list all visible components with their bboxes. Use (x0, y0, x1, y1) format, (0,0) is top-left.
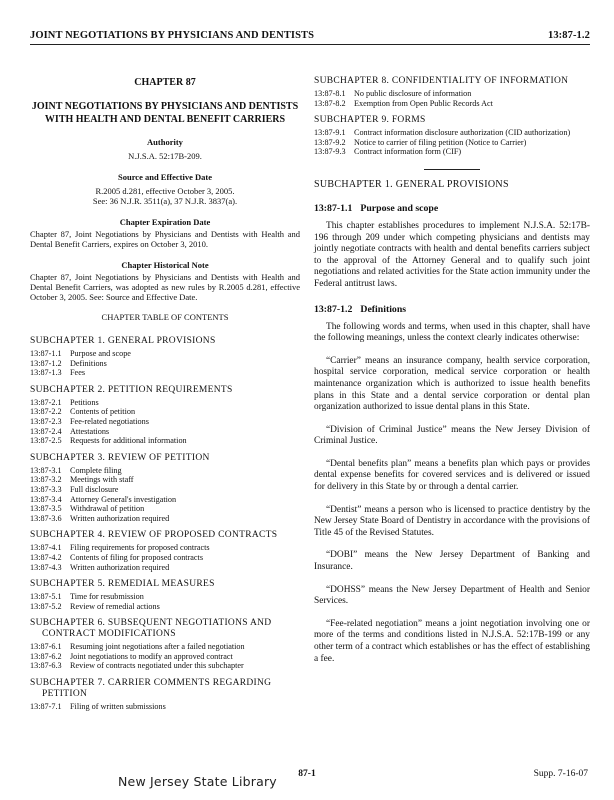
toc-subchapter-5 (30, 579, 300, 611)
toc-entry-number: 13:87-6.2 (30, 651, 62, 661)
toc-entry-label: Full disclosure (70, 484, 119, 494)
section-number: 13:87-1.1 (314, 202, 353, 214)
toc-entry (314, 128, 590, 138)
definition-carrier: “Carrier” means an insurance company, health service corporation, hospital service corporation, medical service corporation or health maintenance organization which is authorized to issue health benefits plans in this State and a dental service corporation or dental plan organization authorized to issue dental plans in this State. (314, 355, 590, 413)
toc-entry (30, 553, 300, 563)
toc-subchapter-heading-line: SUBCHAPTER 6. SUBSEQUENT NEGOTIATIONS AND (30, 618, 272, 629)
toc-entry (30, 495, 300, 505)
history-text: Chapter 87, Joint Negotiations by Physicians and Dentists with Health and Dental Benefit Carriers, was adopted as new rules by R.2005 d.281, effective October 3, 2005. See: Source and Effective Date. (30, 272, 300, 302)
toc-subchapter-heading-cont: PETITION (42, 689, 88, 700)
toc-entry-number: 13:87-7.1 (30, 702, 62, 712)
section-1-1-paragraph: This chapter establishes procedures to implement N.J.S.A. 52:17B-196 through 209 under which competing physicians and dentists may jointly negotiate contracts with health and dental benefits carriers subject to the approval of the Attorney General and to qualify such joint negotiations and related activities for the State action immunity under the Federal antitrust laws. (314, 220, 590, 289)
toc-entry (30, 436, 300, 446)
toc-entry-number: 13:87-3.1 (30, 465, 62, 475)
toc-subchapter-heading: SUBCHAPTER 8. CONFIDENTIALITY OF INFORMATION (314, 76, 569, 86)
toc-entry-label: Review of contracts negotiated under this subchapter (70, 661, 244, 671)
toc-entry-label: Requests for additional information (70, 436, 187, 446)
toc-entry-number: 13:87-4.3 (30, 562, 62, 572)
history-heading: Chapter Historical Note (121, 260, 209, 270)
toc-entry (30, 417, 300, 427)
toc-entry-label: Written authorization required (70, 562, 170, 572)
running-head-title: JOINT NEGOTIATIONS BY PHYSICIANS AND DENTISTS (30, 30, 315, 41)
toc-subchapter-heading: SUBCHAPTER 3. REVIEW OF PETITION (30, 452, 210, 463)
toc-entry (30, 661, 300, 671)
toc-subchapter-heading (30, 678, 300, 700)
toc-entry (30, 368, 300, 378)
toc-entry-number: 13:87-9.2 (314, 137, 346, 147)
toc-subchapter-9 (314, 115, 590, 157)
toc-subchapter-3 (30, 453, 300, 524)
toc-entry-number: 13:87-8.1 (314, 89, 346, 98)
toc-entry-label: Fee-related negotiations (70, 416, 149, 426)
definition-fee-related-negotiation: “Fee-related negotiation” means a joint negotiation involving one or more of the terms and conditions listed in N.J.S.A. 52:17B-199 or any other term of a contract which establishes or has the effect of establishing a fee. (314, 618, 590, 664)
toc-entry (30, 398, 300, 408)
section-number: 13:87-1.2 (314, 303, 353, 315)
definition-division-criminal-justice: “Division of Criminal Justice” means the New Jersey Division of Criminal Justice. (314, 424, 590, 447)
toc-subchapter-heading: SUBCHAPTER 2. PETITION REQUIREMENTS (30, 384, 233, 395)
chapter-number: CHAPTER 87 (134, 77, 196, 88)
toc-entry-number: 13:87-2.1 (30, 397, 62, 407)
section-title-text: Purpose and scope (360, 202, 439, 214)
toc-entry-number: 13:87-1.1 (30, 349, 62, 358)
toc-entry-number: 13:87-5.2 (30, 601, 62, 611)
toc-entry-number: 13:87-4.1 (30, 543, 62, 553)
chapter-title: JOINT NEGOTIATIONS BY PHYSICIANS AND DENTISTS WITH HEALTH AND DENTAL BENEFIT CARRIERS (31, 101, 299, 125)
toc-entry-number: 13:87-1.2 (30, 358, 62, 368)
toc-entry (30, 485, 300, 495)
toc-entry (314, 99, 590, 109)
toc-entry-label: Notice to carrier of filing petition (Notice to Carrier) (354, 137, 527, 147)
toc-entry (30, 602, 300, 612)
toc-entry-label: Attestations (70, 426, 110, 436)
definition-dental-benefits-plan: “Dental benefits plan” means a benefits plan which pays or provides dental expense benefits for covered services and is delivered or issued for delivery in this State by or through a dental carrier. (314, 458, 590, 493)
toc-subchapter-heading: SUBCHAPTER 5. REMEDIAL MEASURES (30, 579, 215, 590)
supplement-date: Supp. 7-16-07 (533, 769, 588, 779)
toc-subchapter-heading (30, 618, 300, 640)
toc-entry-number: 13:87-3.3 (30, 484, 62, 494)
toc-entry (30, 592, 300, 602)
definition-dobi: “DOBI” means the New Jersey Department of Banking and Insurance. (314, 550, 590, 573)
expiration-text: Chapter 87, Joint Negotiations by Physicians and Dentists with Health and Dental Benefit Carriers, expires on October 3, 2010. (30, 229, 300, 249)
toc-entry-label: Contents of filing for proposed contracts (70, 552, 204, 562)
toc-entry-number: 13:87-3.6 (30, 513, 62, 523)
toc-entry-number: 13:87-4.2 (30, 552, 62, 562)
toc-entry-label: Attorney General's investigation (70, 494, 177, 504)
section-1-2-title (314, 305, 590, 315)
toc-entry-number: 13:87-8.2 (314, 98, 346, 108)
toc-entry-label: Resuming joint negotiations after a failed negotiation (70, 642, 245, 652)
toc-entry-label: Contract information disclosure authorization (CID authorization) (354, 128, 571, 138)
toc-subchapter-7 (30, 678, 300, 712)
toc-entry-label: Filing requirements for proposed contracts (70, 543, 210, 553)
toc-entry (30, 407, 300, 417)
toc-subchapter-heading: SUBCHAPTER 1. GENERAL PROVISIONS (30, 336, 216, 346)
toc-entry-number: 13:87-2.2 (30, 407, 62, 417)
toc-entry (30, 427, 300, 437)
running-head-section: 13:87-1.2 (547, 30, 590, 41)
running-head (30, 30, 590, 45)
toc-subchapter-heading: SUBCHAPTER 4. REVIEW OF PROPOSED CONTRACTS (30, 530, 278, 541)
definitions-intro: The following words and terms, when used in this chapter, shall have the following meanings, unless the context clearly indicates otherwise: (314, 321, 590, 344)
toc-entry-number: 13:87-2.5 (30, 436, 62, 446)
toc-entry-number: 13:87-2.3 (30, 416, 62, 426)
toc-entry-number: 13:87-9.1 (314, 128, 346, 138)
toc-entry-number: 13:87-6.3 (30, 661, 62, 671)
expiration-heading: Chapter Expiration Date (119, 217, 211, 227)
source-heading: Source and Effective Date (117, 172, 213, 182)
toc-entry-number: 13:87-3.2 (30, 475, 62, 485)
toc-entry (30, 543, 300, 553)
library-stamp: New Jersey State Library (118, 774, 277, 789)
toc-entry-number: 13:87-6.1 (30, 642, 62, 652)
toc-entry (30, 563, 300, 573)
toc-entry (30, 642, 300, 652)
toc-entry-label: Contents of petition (70, 407, 136, 417)
toc-entry-number: 13:87-3.4 (30, 494, 62, 504)
toc-entry (314, 147, 590, 157)
toc-entry-label: Withdrawal of petition (70, 504, 145, 514)
toc-entry-label: Purpose and scope (70, 349, 131, 358)
toc-entry (30, 466, 300, 476)
toc-entry (314, 89, 590, 99)
toc-entry-number: 13:87-3.5 (30, 504, 62, 514)
toc-subchapter-6 (30, 618, 300, 671)
toc-entry-label: Contract information form (CIF) (354, 147, 462, 157)
toc-subchapter-2 (30, 385, 300, 446)
toc-entry-label: Complete filing (70, 465, 122, 475)
toc-entry-label: Fees (70, 368, 86, 378)
toc-entry-label: Written authorization required (70, 513, 170, 523)
toc-subchapter-8 (314, 76, 590, 108)
toc-subchapter-heading-line: SUBCHAPTER 7. CARRIER COMMENTS REGARDING (30, 678, 272, 689)
toc-subchapter-4 (30, 530, 300, 572)
toc-entry-label: Definitions (70, 358, 107, 368)
section-1-1-title (314, 204, 590, 214)
toc-entry (30, 652, 300, 662)
toc-entry-number: 13:87-1.3 (30, 368, 62, 378)
toc-entry (30, 504, 300, 514)
section-divider (424, 169, 480, 170)
toc-entry-label: Meetings with staff (70, 475, 134, 485)
authority-heading: Authority (147, 137, 183, 147)
toc-entry-number: 13:87-9.3 (314, 147, 346, 157)
section-title-text: Definitions (360, 303, 407, 315)
toc-entry (30, 702, 300, 712)
toc-entry-label: Exemption from Open Public Records Act (354, 98, 493, 108)
definition-dohss: “DOHSS” means the New Jersey Department of Health and Senior Services. (314, 584, 590, 607)
toc-entry-number: 13:87-2.4 (30, 426, 62, 436)
toc-entry (30, 514, 300, 524)
toc-entry-label: Review of remedial actions (70, 601, 160, 611)
toc-entry (30, 349, 300, 359)
left-column (30, 64, 300, 712)
toc-subchapter-1 (30, 336, 300, 378)
authority-text: N.J.S.A. 52:17B-209. (128, 151, 202, 161)
subchapter-1-heading: SUBCHAPTER 1. GENERAL PROVISIONS (314, 178, 509, 190)
toc-entry-label: Petitions (70, 397, 99, 407)
toc-entry-label: Joint negotiations to modify an approved contract (70, 651, 233, 661)
toc-entry-label: No public disclosure of information (354, 89, 472, 98)
toc-entry (314, 138, 590, 148)
toc-title: CHAPTER TABLE OF CONTENTS (101, 312, 229, 322)
definition-dentist: “Dentist” means a person who is licensed to practice dentistry by the New Jersey State Board of Dentistry in accordance with the provisions of Title 45 of the Revised Statutes. (314, 504, 590, 538)
right-column (314, 64, 590, 665)
source-line-1: R.2005 d.281, effective October 3, 2005. (95, 186, 235, 196)
toc-subchapter-heading-cont: CONTRACT MODIFICATIONS (42, 629, 176, 640)
toc-entry (30, 359, 300, 369)
toc-entry (30, 475, 300, 485)
source-line-2: See: 36 N.J.R. 3511(a), 37 N.J.R. 3837(a). (92, 196, 238, 206)
toc-entry-label: Filing of written submissions (70, 702, 166, 712)
page-number: 87-1 (298, 769, 316, 779)
toc-subchapter-heading: SUBCHAPTER 9. FORMS (314, 115, 426, 126)
toc-entry-label: Time for resubmission (70, 592, 144, 602)
toc-entry-number: 13:87-5.1 (30, 592, 62, 602)
